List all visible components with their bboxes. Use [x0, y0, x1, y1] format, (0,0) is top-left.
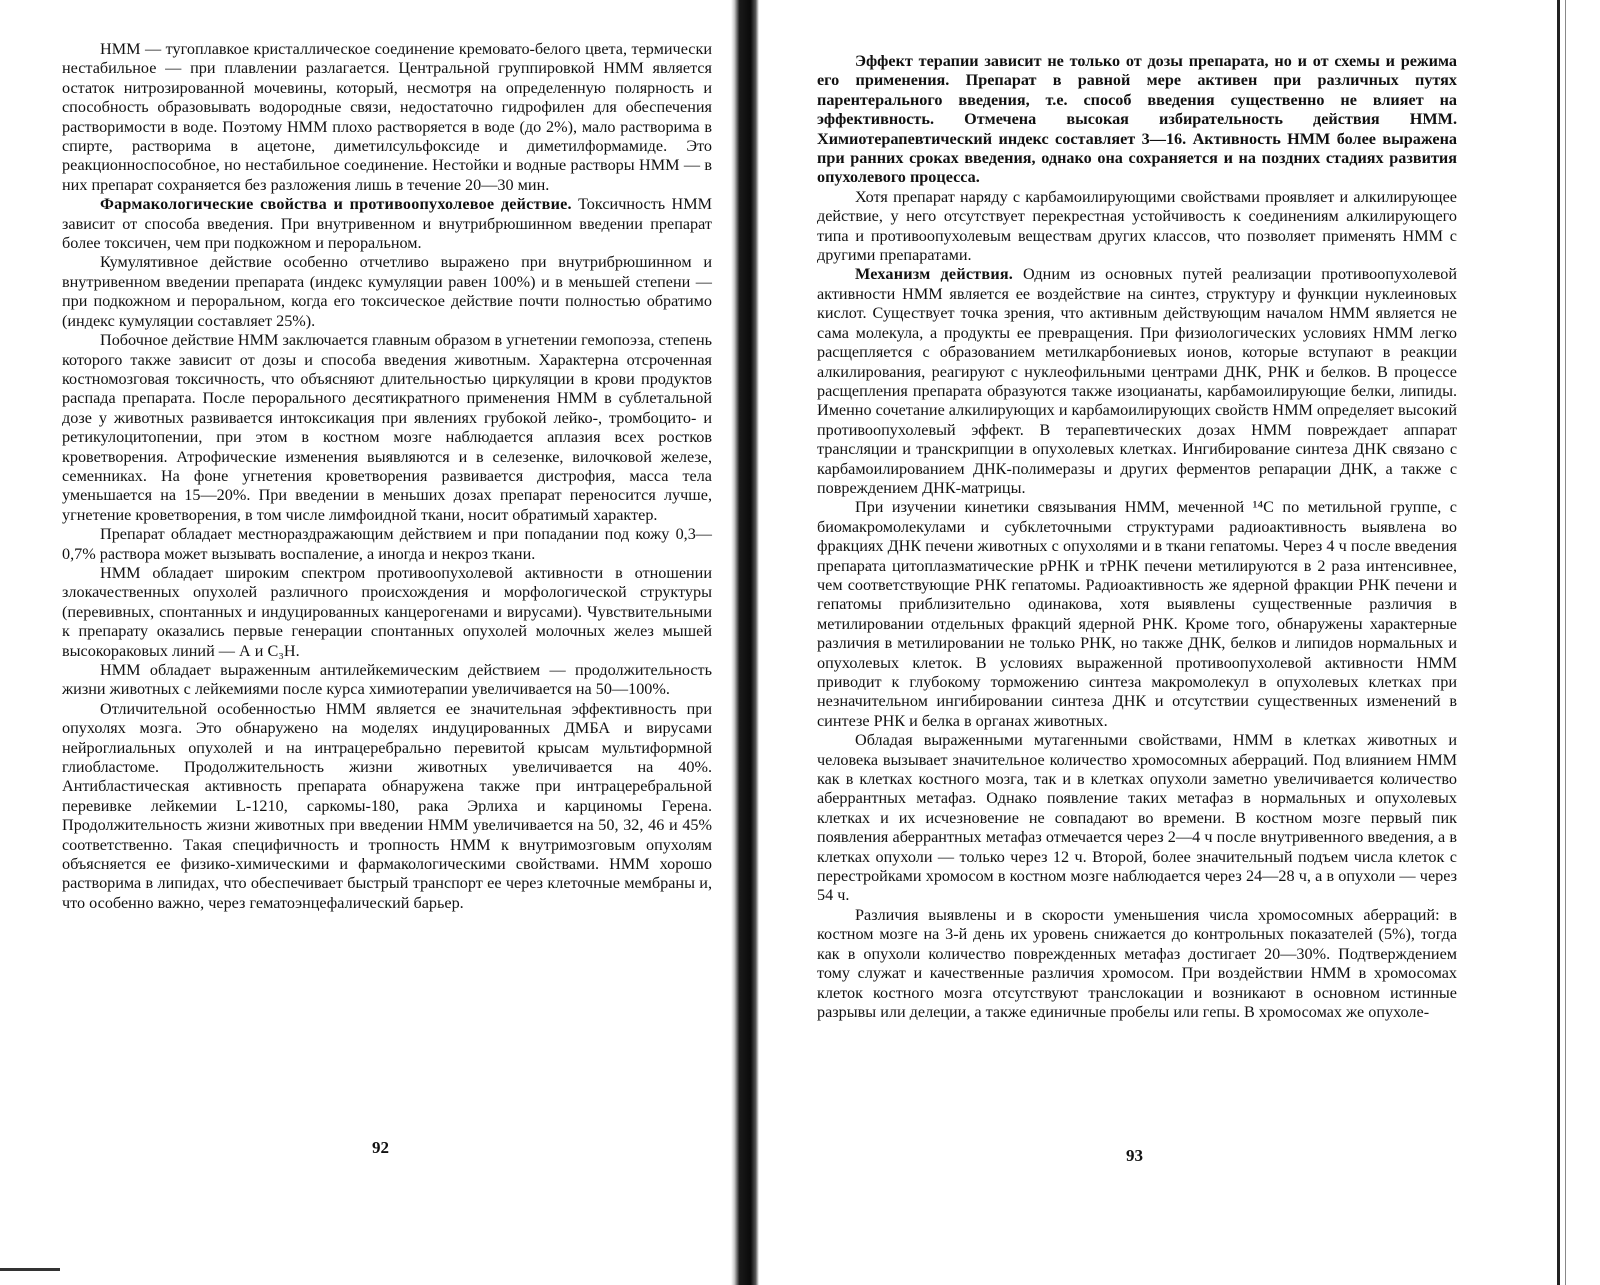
scan-artifact [0, 1268, 60, 1271]
paragraph: Кумулятивное действие особенно отчетливо выражено при внутрибрюшинном и внутривенном введении препарата (индекс кумуляции равен 100%) и в меньшей степени — при подкожном и пероральном, когда его токсическое действие почти полностью обратимо (индекс кумуляции составляет 25%). [62, 253, 712, 330]
paragraph: Эффект терапии зависит не только от дозы препарата, но и от схемы и режима его применения. Препарат в равной мере активен при различных путях парентерального введения, т.е. способ введения существенно не влияет на эффективность. Отмечена высокая избирательность действия НММ. Химиотерапевтический индекс составляет 3—16. Активность НММ более выражена при ранних сроках введения, однако она сохраняется и на поздних стадиях развития опухолевого процесса. [817, 52, 1457, 187]
section-heading: Фармакологические свойства и противоопухолевое действие. [100, 195, 572, 214]
paragraph: Механизм действия. Одним из основных путей реализации противоопухолевой активности НММ является ее воздействие на синтез, структуру и функции нуклеиновых кислот. Существует точка зрения, что активным действующим началом НММ является не сама молекула, а продукты ее превращения. При физиологических условиях НММ легко расщепляется с образованием метилкарбониевых ионов, которые вступают в реакции алкилирования, реагируют с нуклеофильными центрами ДНК, РНК и белков. В процессе расщепления препарата образуются также изоцианаты, карбамоилирующие белки, липиды. Именно сочетание алкилирующих и карбамоилирующих свойств НММ определяет высокий противоопухолевый эффект. В терапевтических дозах НММ повреждает аппарат трансляции и транскрипции в опухолевых клетках. Ингибирование синтеза ДНК связано с карбамоилированием ДНК-полимеразы и других ферментов репарации ДНК, а также с повреждением ДНК-матрицы. [817, 265, 1457, 497]
page-number: 92 [372, 1138, 389, 1157]
section-heading: Механизм действия. [855, 265, 1014, 284]
paragraph: Побочное действие НММ заключается главным образом в угнетении гемопоэза, степень которого также зависит от дозы и способа введения животным. Характерна отсроченная костномозговая токсичность, что объясняют длительностью циркуляции в крови продуктов распада препарата. После перорального десятикратного применения НММ в сублетальной дозе у животных развивается интоксикация при явлениях грубокой лейко-, тромбоцито- и ретикулоцитопении, при этом в костном мозге наблюдается аплазия всех ростков кроветворения. Атрофические изменения выявляются и в селезенке, вилочковой железе, семенниках. На фоне угнетения кроветворения развивается дистрофия, масса тела уменьшается на 15—20%. При введении в меньших дозах препарат переносится лучше, угнетение кроветворения, в том числе лимфоидной ткани, носит обратимый характер. [62, 331, 712, 524]
paragraph: При изучении кинетики связывания НММ, меченной ¹⁴C по метильной группе, с биомакромолекулами и субклеточными структурами радиоактивность выявлена во фракциях ДНК печени животных с опухолями и в ткани гепатомы. Через 4 ч после введения препарата цитоплазматические рРНК и тРНК печени метилируются в 2 раза интенсивнее, чем соответствующие РНК гепатомы. Радиоактивность же ядерной фракции РНК печени и гепатомы приблизительно одинакова, хотя выявлены существенные различия в метилировании отдельных фракций ядерной РНК. Кроме того, обнаружены характерные различия в метилировании не только РНК, но также ДНК, белков и липидов нормальных и опухолевых клеток. В условиях выраженной противоопухолевой активности НММ приводит к глубокому торможению синтеза макромолекул в опухолевых клетках при незначительном ингибировании синтеза ДНК и отсутствии существенных изменений в синтезе РНК и белка в органах животных. [817, 498, 1457, 730]
paragraph: НММ — тугоплавкое кристаллическое соединение кремовато-белого цвета, термически нестабильное — при плавлении разлагается. Центральной группировкой НММ является остаток нитрозированной мочевины, который, несмотря на определенную полярность и способность образовывать водородные связи, недостаточно гидрофилен для обеспечения растворимости в воде. Поэтому НММ плохо растворяется в воде (до 2%), мало растворима в спирте, растворима в ацетоне, диметилсульфоксиде и диметилформамиде. Это реакционноспособное, но нестабильное соединение. Нестойки и водные растворы НММ — в них препарат сохраняется без разложения лишь в течение 20—30 мин. [62, 40, 712, 194]
paragraph: Хотя препарат наряду с карбамоилирующими свойствами проявляет и алкилирующее действие, у него отсутствует перекрестная устойчивость к соединениям алкилирующего типа и противоопухолевым веществам других классов, что позволяет применять НММ с другими препаратами. [817, 187, 1457, 265]
page-edge [1557, 0, 1560, 1285]
paragraph: Различия выявлены и в скорости уменьшения числа хромосомных аберраций: в костном мозге на 3-й день их уровень снижается до контрольных показателей (5%), тогда как в опухоли количество поврежденных метафаз достигает 20—30%. Подтверждением тому служат и качественные различия хромосом. При воздействии НММ в хромосомах клеток костного мозга отсутствуют транслокации и возникают в основном истинные разрывы или делеции, а также единичные пробелы или гепы. В хромосомах же опухоле- [817, 905, 1457, 1021]
paragraph: НММ обладает широким спектром противоопухолевой активности в отношении злокачественных опухолей различного происхождения и морфологической структуры (перевивных, спонтанных и индуцированных канцерогенами и вирусами). Чувствительными к препарату оказались первые генерации спонтанных опухолей молочных желез мышей высокораковых линий — А и C₃H. [62, 563, 712, 660]
paragraph: Препарат обладает местнораздражающим действием и при попадании под кожу 0,3—0,7% раствора может вызывать воспаление, а иногда и некроз ткани. [62, 525, 712, 563]
page-edge [1565, 0, 1566, 1285]
right-text-column [817, 52, 1457, 1022]
book-gutter [731, 0, 759, 1285]
paragraph: Обладая выраженными мутагенными свойствами, НММ в клетках животных и человека вызывает значительное количество хромосомных аберраций. Под влиянием НММ как в клетках костного мозга, так и в клетках опухоли заметно увеличивается количество аберрантных метафаз. Однако появление таких метафаз в нормальных и опухолевых клетках и их исчезновение не совпадают во времени. В костном мозге первый пик появления аберрантных метафаз отмечается через 2—4 ч после внутривенного введения, а в клетках опухоли — только через 12 ч. Второй, более значительный подъем числа клеток с перестройками хромосом в костном мозге наблюдается через 24—28 ч, а в опухоли — через 54 ч. [817, 731, 1457, 905]
paragraph: НММ обладает выраженным антилейкемическим действием — продолжительность жизни животных с лейкемиями после курса химиотерапии увеличивается на 50—100%. [62, 661, 712, 699]
left-page [0, 0, 735, 1285]
left-text-column [62, 40, 712, 913]
right-page [760, 0, 1600, 1285]
paragraph: Фармакологические свойства и противоопухолевое действие. Токсичность НММ зависит от способа введения. При внутривенном и внутрибрюшинном введении препарат более токсичен, чем при подкожном и пероральном. [62, 195, 712, 253]
paragraph: Отличительной особенностью НММ является ее значительная эффективность при опухолях мозга. Это обнаружено на моделях индуцированных ДМБА и вирусами нейроглиальных опухолей и на интрацеребрально перевитой крысам мультиформной глиобластоме. Продолжительность жизни животных увеличивается на 40%. Антибластическая активность препарата обнаружена также при интрацеребральной перевивке лейкемии L-1210, саркомы-180, рака Эрлиха и карциномы Герена. Продолжительность жизни животных при введении НММ увеличивается на 50, 32, 46 и 45% соответственно. Такая специфичность и тропность НММ к внутримозговым опухолям объясняется ее физико-химическими и фармакологическими свойствами. НММ хорошо растворима в липидах, что обеспечивает быстрый транспорт ее через клеточные мембраны и, что особенно важно, через гематоэнцефалический барьер. [62, 699, 712, 912]
page-number: 93 [1126, 1146, 1143, 1165]
